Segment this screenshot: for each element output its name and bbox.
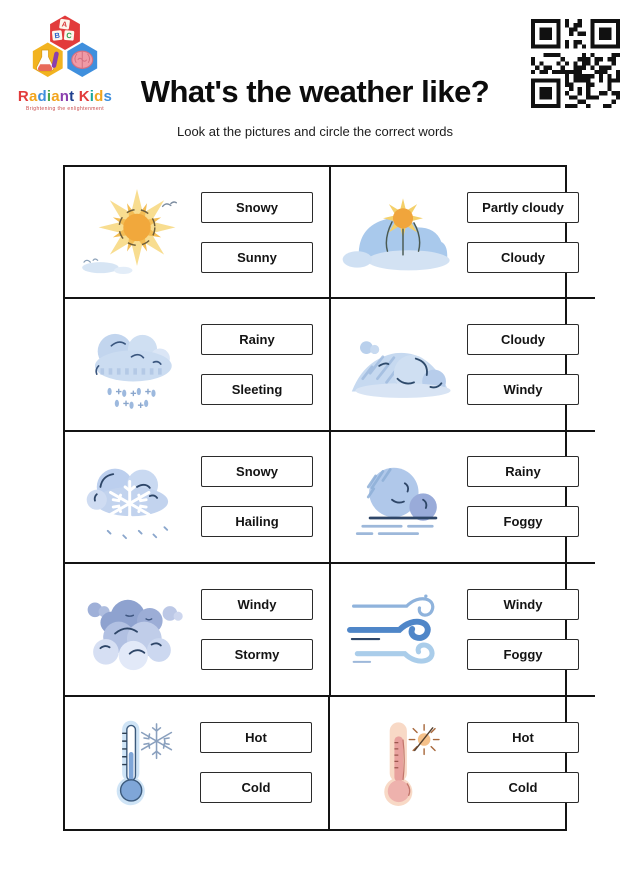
worksheet-cell: [65, 167, 331, 297]
storm-clouds-icon: [73, 578, 201, 680]
page-title: What's the weather like?: [140, 74, 490, 109]
weather-illustration: [73, 314, 201, 416]
option-box[interactable]: [467, 374, 579, 405]
page-subtitle: Look at the pictures and circle the correct words: [176, 124, 454, 139]
option-label: Snowy: [236, 464, 278, 480]
option-box[interactable]: [467, 589, 579, 620]
snow-cloud-icon: [73, 446, 201, 548]
worksheet-cell: [330, 697, 595, 829]
option-box[interactable]: [467, 456, 579, 487]
qr-code-icon: [531, 19, 620, 108]
option-box[interactable]: [201, 639, 313, 670]
option-box[interactable]: [201, 192, 313, 223]
option-box[interactable]: [467, 722, 579, 753]
worksheet-cell: [331, 167, 595, 297]
option-label: Sleeting: [231, 382, 283, 398]
weather-illustration: [73, 578, 201, 680]
partly-cloudy-icon: [339, 181, 467, 283]
option-label: Hailing: [235, 514, 279, 530]
option-list: [200, 722, 312, 803]
brand-name: Radiant Kids: [17, 88, 113, 105]
wind-gusts-icon: [339, 578, 467, 680]
option-list: [201, 456, 313, 537]
option-list: [467, 722, 579, 803]
option-label: Cold: [508, 780, 538, 796]
option-box[interactable]: [467, 324, 579, 355]
worksheet-row: [65, 432, 595, 564]
weather-illustration: [339, 446, 467, 548]
option-box[interactable]: [200, 772, 312, 803]
worksheet-cell: [331, 432, 595, 562]
weather-illustration: [339, 578, 467, 680]
weather-illustration: [73, 181, 201, 283]
worksheet-table: [63, 165, 567, 831]
option-list: [201, 324, 313, 405]
weather-illustration: [338, 709, 467, 817]
rain-cloud-icon: [73, 314, 201, 416]
worksheet-cell: [65, 564, 331, 694]
option-list: [201, 589, 313, 670]
option-list: [467, 589, 579, 670]
option-list: [467, 456, 579, 537]
option-list: [467, 324, 579, 405]
weather-illustration: [73, 446, 201, 548]
option-box[interactable]: [467, 192, 579, 223]
sun-icon: [73, 181, 201, 283]
option-box[interactable]: [201, 506, 313, 537]
weather-illustration: [339, 181, 467, 283]
weather-illustration: [339, 314, 467, 416]
option-label: Foggy: [503, 514, 543, 530]
worksheet-row: [65, 167, 595, 299]
option-label: Snowy: [236, 199, 278, 215]
worksheet-row: [65, 697, 595, 829]
worksheet-row: [65, 299, 595, 431]
option-list: [201, 192, 313, 273]
fog-cloud-icon: [339, 446, 467, 548]
option-box[interactable]: [201, 374, 313, 405]
option-label: Rainy: [505, 464, 541, 480]
option-box[interactable]: [467, 639, 579, 670]
option-label: Partly cloudy: [482, 199, 564, 215]
option-label: Windy: [503, 596, 543, 612]
option-box[interactable]: [467, 506, 579, 537]
cold-thermometer-icon: [94, 709, 180, 817]
worksheet-cell: [65, 299, 331, 429]
option-label: Windy: [503, 382, 543, 398]
worksheet-row: [65, 564, 595, 696]
svg-text:A: A: [61, 19, 68, 30]
option-label: Foggy: [503, 646, 543, 662]
worksheet-cell: [65, 697, 330, 829]
option-label: Cold: [241, 780, 271, 796]
option-label: Hot: [245, 730, 267, 746]
option-label: Cloudy: [500, 249, 546, 265]
worksheet-cell: [331, 299, 595, 429]
option-label: Sunny: [237, 249, 277, 265]
worksheet-cell: [65, 432, 331, 562]
svg-text:B: B: [54, 30, 61, 41]
option-box[interactable]: [467, 242, 579, 273]
option-label: Stormy: [234, 646, 280, 662]
option-label: Windy: [237, 596, 277, 612]
weather-illustration: [73, 709, 200, 817]
worksheet-cell: [331, 564, 595, 694]
option-box[interactable]: [467, 772, 579, 803]
option-label: Rainy: [239, 332, 275, 348]
option-label: Hot: [512, 730, 534, 746]
svg-text:C: C: [65, 30, 73, 41]
hot-thermometer-icon: [360, 709, 446, 817]
option-box[interactable]: [201, 589, 313, 620]
layered-clouds-icon: [339, 314, 467, 416]
option-box[interactable]: [201, 456, 313, 487]
option-box[interactable]: [200, 722, 312, 753]
option-list: [467, 192, 579, 273]
option-box[interactable]: [201, 324, 313, 355]
option-box[interactable]: [201, 242, 313, 273]
brand-tagline: Brightening the enlightenment: [25, 106, 105, 112]
option-label: Cloudy: [500, 332, 546, 348]
